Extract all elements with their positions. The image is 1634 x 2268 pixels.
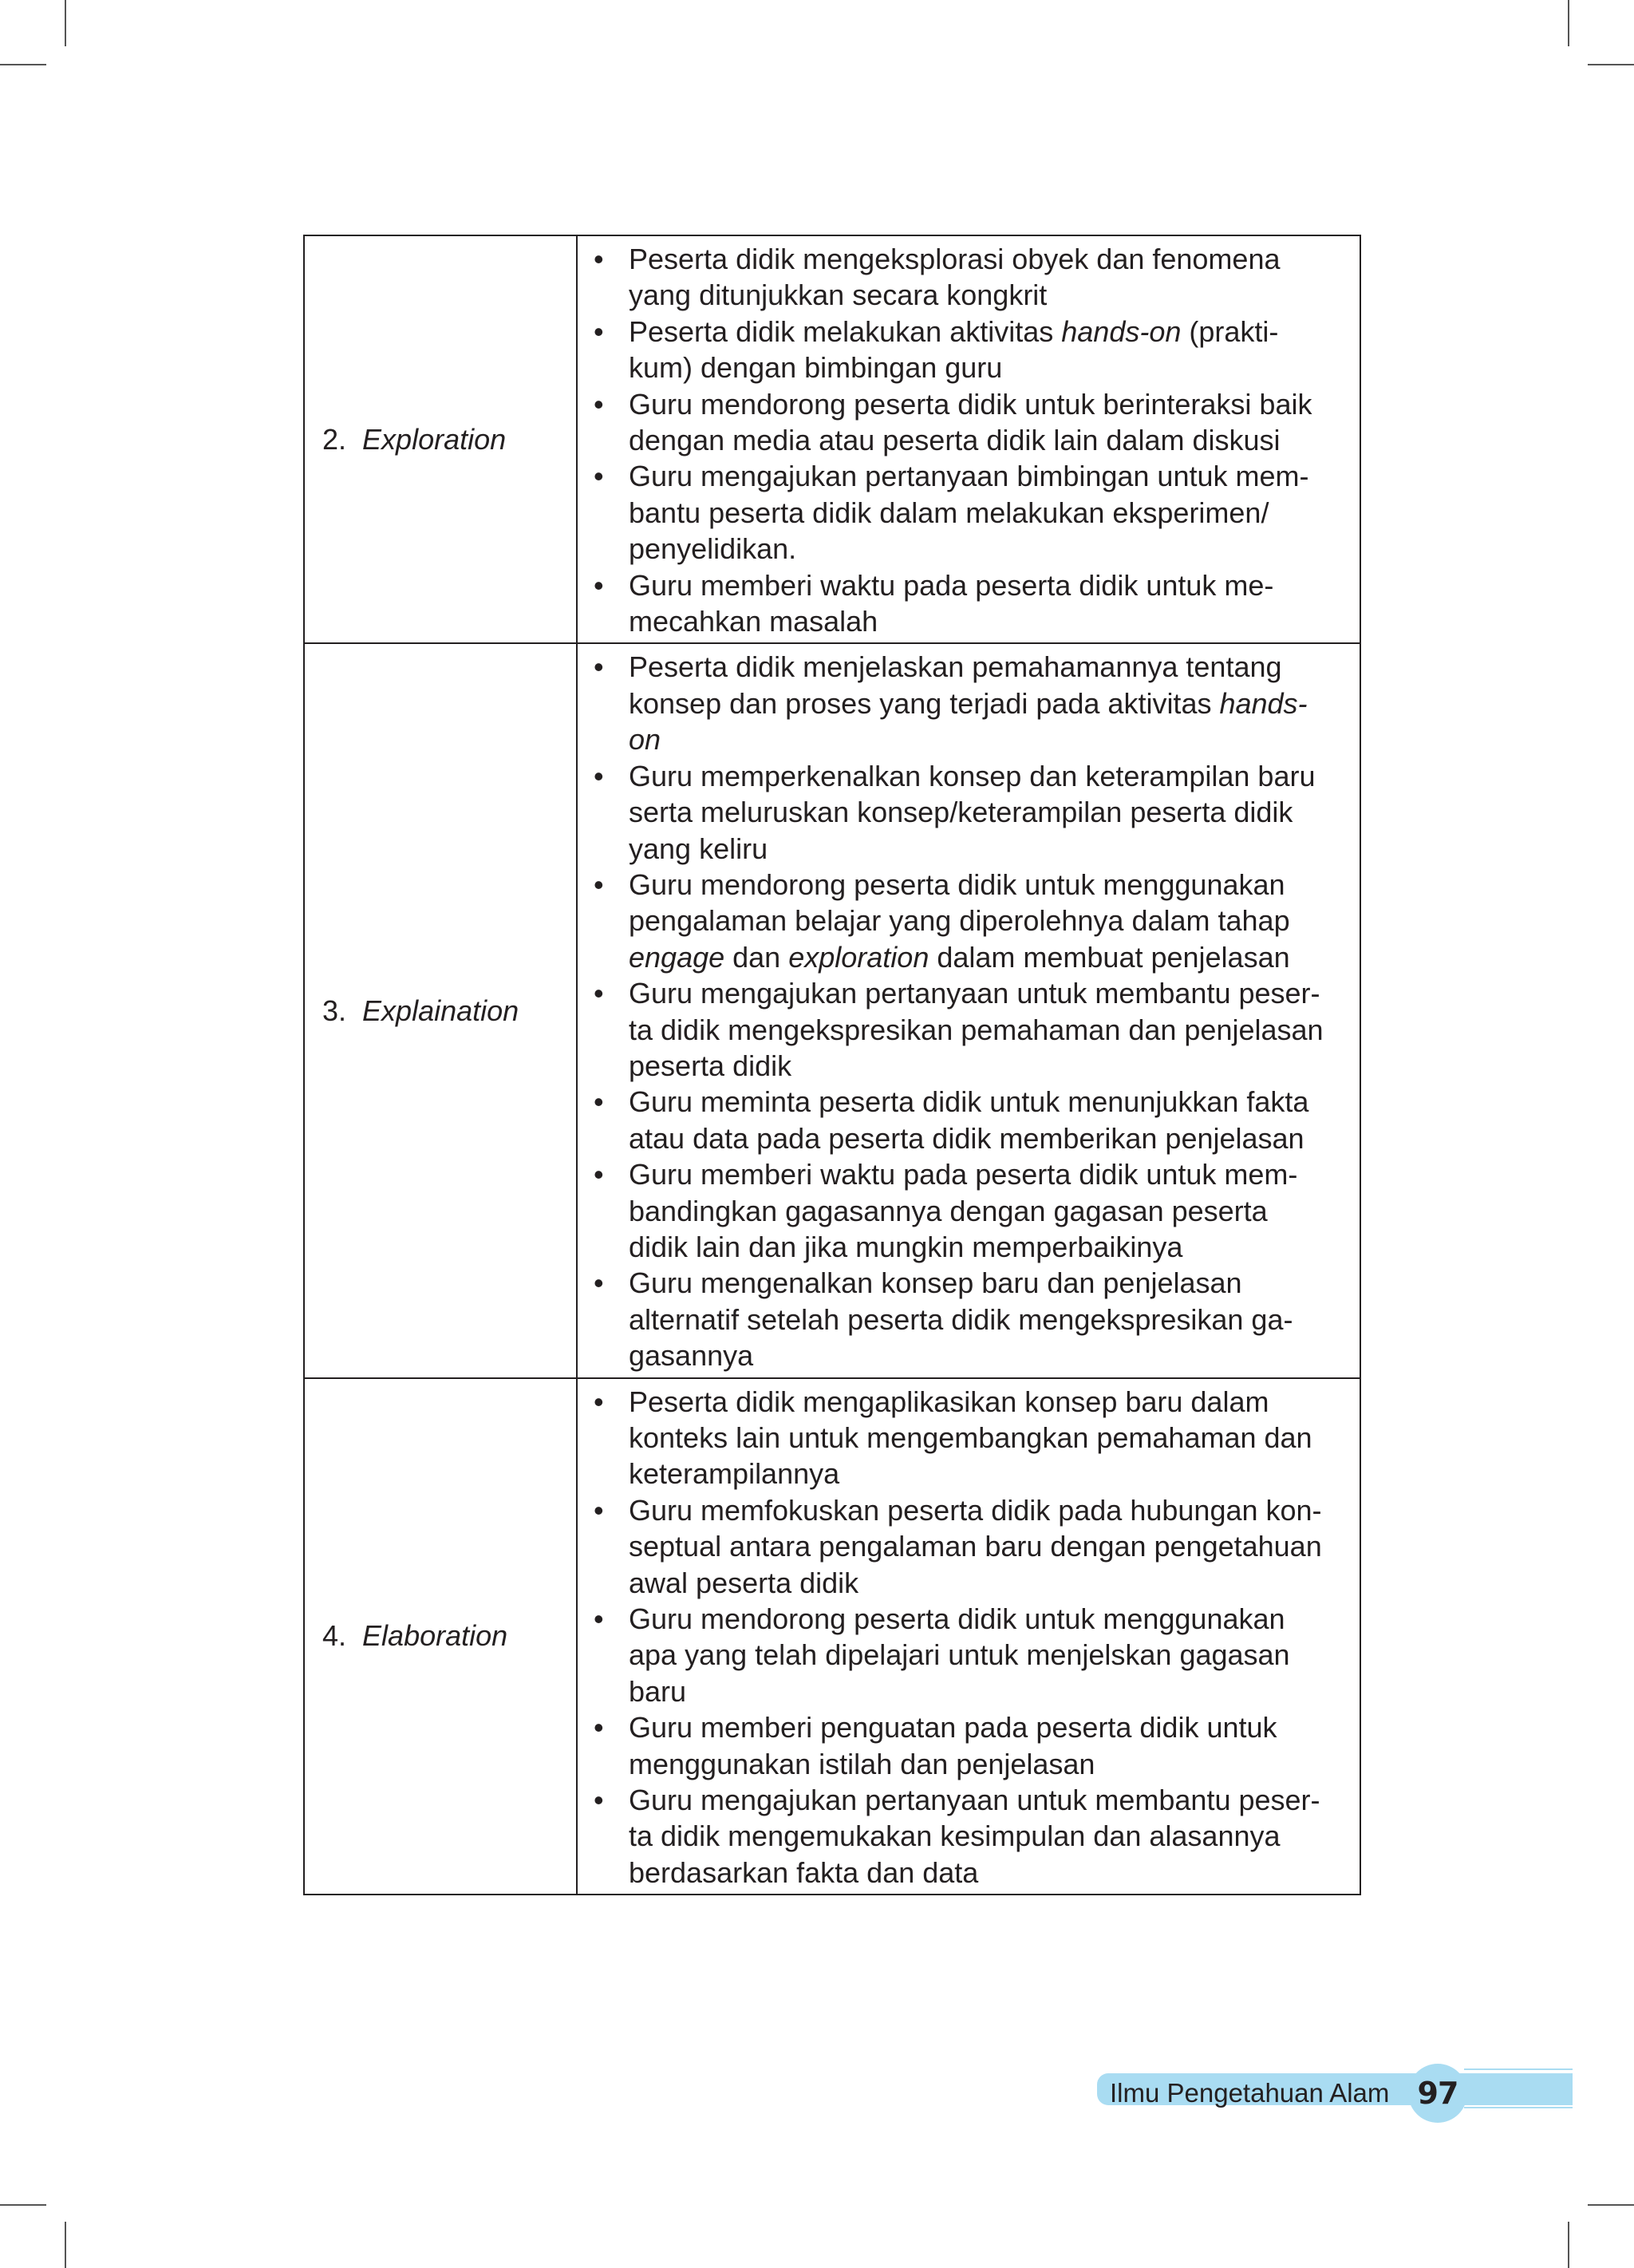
list-item [586,386,1344,459]
crop-mark [65,2222,66,2268]
list-item [586,867,1344,975]
text-line: Guru memfokuskan peserta didik pada hubungan kon- [629,1493,1322,1527]
bullet-icon: • [594,1266,604,1300]
text-line: bandingkan gagasannya dengan gagasan peserta [629,1194,1268,1227]
text-line: didik lain dan jika mungkin memperbaikinya [629,1230,1183,1263]
list-item [586,1601,1344,1709]
phase-cell [304,235,577,643]
text-line: Guru memperkenalkan konsep dan keterampilan baru [629,759,1316,792]
crop-mark [0,2204,46,2206]
bullet-icon: • [594,1602,604,1636]
text-line: ta didik mengemukakan kesimpulan dan alasannya [629,1820,1281,1853]
text-line: on [629,723,661,757]
text-line: gasannya [629,1339,754,1373]
text-line: berdasarkan fakta dan data [629,1855,979,1889]
list-item [586,241,1344,314]
bullet-list [586,1384,1344,1891]
list-item [586,758,1344,867]
crop-mark [1588,2204,1634,2206]
text-line: mecahkan masalah [629,605,878,638]
text-line: serta meluruskan konsep/keterampilan peserta didik [629,796,1293,829]
text-line: Guru mengajukan pertanyaan untuk membantu peser- [629,1784,1320,1817]
list-item [586,1265,1344,1373]
points-cell [577,235,1360,643]
crop-mark [1568,0,1569,46]
list-item [586,567,1344,640]
phase-number: 2. [322,422,363,456]
text-line: yang ditunjukkan secara kongkrit [629,279,1048,312]
book-title: Ilmu Pengetahuan Alam [1110,2078,1390,2108]
phase-number: 3. [322,994,363,1027]
text-line: dengan media atau peserta didik lain dalam diskusi [629,424,1281,457]
text-line: Guru memberi waktu pada peserta didik untuk me- [629,568,1274,602]
text-line: keterampilannya [629,1457,840,1491]
crop-mark [1588,64,1634,65]
text-line: yang keliru [629,832,768,865]
table-body [304,235,1360,1895]
list-item [586,1492,1344,1601]
footer-stripes [1464,2068,1573,2113]
bullet-icon: • [594,650,604,684]
text-line: apa yang telah dipelajari untuk menjelskan gagasan [629,1638,1290,1672]
phase-cell [304,1378,577,1895]
list-item [586,975,1344,1084]
phase-name: Exploration [362,422,507,456]
bullet-icon: • [594,568,604,602]
text-line: septual antara pengalaman baru dengan pengetahuan [629,1530,1322,1563]
text-line: konsep dan proses yang terjadi pada aktivitas hands- [629,686,1308,720]
text-line: Guru memberi penguatan pada peserta didik untuk [629,1711,1277,1744]
bullet-icon: • [594,1085,604,1119]
text-line: awal peserta didik [629,1566,859,1599]
text-line: Peserta didik menjelaskan pemahamannya tentang [629,650,1282,684]
text-line: bantu peserta didik dalam melakukan eksperimen/ [629,496,1269,529]
phase-number: 4. [322,1619,363,1653]
text-line: baru [629,1674,687,1708]
bullet-icon: • [594,867,604,901]
text-line: penyelidikan. [629,532,797,566]
bullet-icon: • [594,387,604,421]
points-cell [577,643,1360,1377]
text-line: Peserta didik mengaplikasikan konsep baru dalam [629,1385,1269,1418]
text-line: Guru meminta peserta didik untuk menunjukkan fakta [629,1085,1309,1119]
list-item [586,1782,1344,1891]
table-row [304,235,1360,643]
bullet-icon: • [594,759,604,792]
bullet-icon: • [594,1385,604,1418]
phase-cell [304,643,577,1377]
text-line: Peserta didik mengeksplorasi obyek dan fenomena [629,243,1281,275]
text-line: Guru mengajukan pertanyaan untuk membantu peser- [629,977,1320,1010]
bullet-icon: • [594,243,604,275]
bullet-list [586,241,1344,639]
list-item [586,458,1344,567]
list-item [586,1084,1344,1156]
text-line: menggunakan istilah dan penjelasan [629,1747,1095,1780]
list-item [586,1384,1344,1492]
text-line: engage dan exploration dalam membuat penjelasan [629,940,1290,974]
text-line: atau data pada peserta didik memberikan penjelasan [629,1121,1304,1155]
text-line: Guru mendorong peserta didik untuk menggunakan [629,1602,1285,1636]
page-footer [1097,2067,1573,2112]
phase-name: Elaboration [362,1619,508,1653]
text-line: Peserta didik melakukan aktivitas hands-on (prakti- [629,314,1279,348]
points-cell [577,1378,1360,1895]
crop-mark [0,64,46,65]
page-number: 97 [1408,2064,1467,2123]
bullet-icon: • [594,460,604,493]
list-item [586,1156,1344,1265]
bullet-icon: • [594,1711,604,1744]
crop-mark [65,0,66,46]
text-line: pengalaman belajar yang diperolehnya dalam tahap [629,904,1290,938]
phase-name: Explaination [362,994,519,1027]
bullet-icon: • [594,1493,604,1527]
text-line: Guru mengenalkan konsep baru dan penjelasan [629,1266,1242,1300]
text-line: alternatif setelah peserta didik mengekspresikan ga- [629,1302,1293,1336]
text-line: Guru mengajukan pertanyaan bimbingan untuk mem- [629,460,1309,493]
bullet-icon: • [594,314,604,348]
text-line: konteks lain untuk mengembangkan pemahaman dan [629,1421,1312,1454]
list-item [586,649,1344,757]
text-line: ta didik mengekspresikan pemahaman dan penjelasan [629,1013,1324,1046]
text-line: Guru mendorong peserta didik untuk menggunakan [629,867,1285,901]
text-line: Guru memberi waktu pada peserta didik untuk mem- [629,1158,1298,1191]
crop-mark [1568,2222,1569,2268]
bullet-list [586,649,1344,1373]
bullet-icon: • [594,1158,604,1191]
list-item [586,314,1344,386]
text-line: kum) dengan bimbingan guru [629,351,1003,385]
learning-phases-table [303,235,1361,1895]
text-line: Guru mendorong peserta didik untuk berinteraksi baik [629,387,1312,421]
table-row [304,643,1360,1377]
bullet-icon: • [594,977,604,1010]
text-line: peserta didik [629,1049,792,1082]
list-item [586,1709,1344,1782]
table-row [304,1378,1360,1895]
bullet-icon: • [594,1784,604,1817]
